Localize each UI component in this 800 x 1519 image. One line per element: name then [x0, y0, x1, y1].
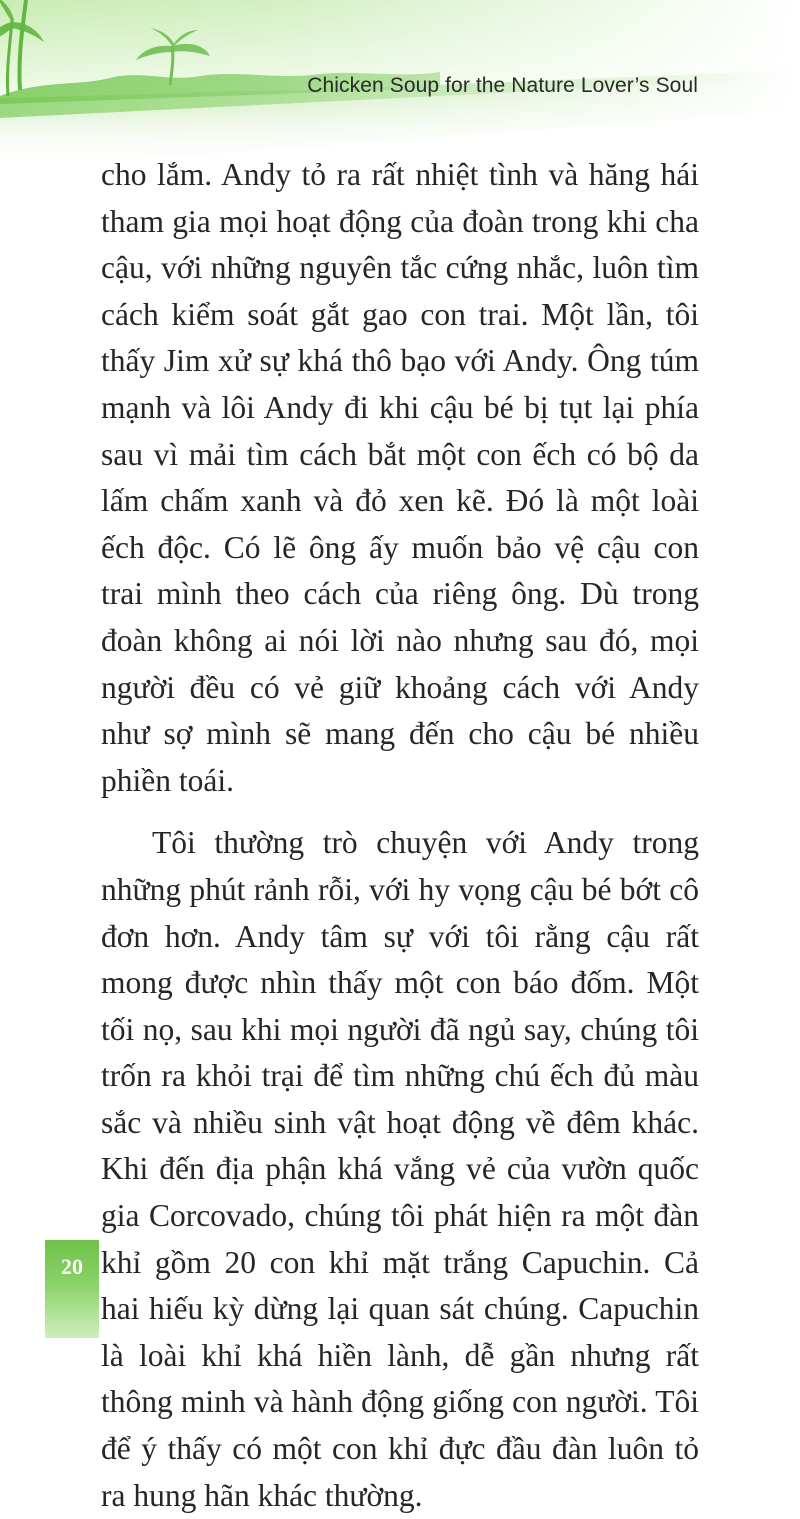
running-head-title: Chicken Soup for the Nature Lover’s Soul: [307, 74, 698, 97]
paragraph: cho lắm. Andy tỏ ra rất nhiệt tình và hăng hái tham gia mọi hoạt động của đoàn trong khi cha cậu, với những nguyên tắc cứng nhắc, luôn tìm cách kiểm soát gắt gao con trai. Một lần, tôi thấy Jim xử sự khá thô bạo với Andy. Ông túm mạnh và lôi Andy đi khi cậu bé bị tụt lại phía sau vì mải tìm cách bắt một con ếch có bộ da lấm chấm xanh và đỏ xen kẽ. Đó là một loài ếch độc. Có lẽ ông ấy muốn bảo vệ cậu con trai mình theo cách của riêng ông. Dù trong đoàn không ai nói lời nào nhưng sau đó, mọi người đều có vẻ giữ khoảng cách với Andy như sợ mình sẽ mang đến cho cậu bé nhiều phiền toái.: [101, 157, 699, 798]
body-text: [101, 152, 699, 1519]
paragraph: Tôi thường trò chuyện với Andy trong những phút rảnh rỗi, với hy vọng cậu bé bớt cô đơn hơn. Andy tâm sự với tôi rằng cậu rất mong được nhìn thấy một con báo đốm. Một tối nọ, sau khi mọi người đã ngủ say, chúng tôi trốn ra khỏi trại để tìm những chú ếch đủ màu sắc và nhiều sinh vật hoạt động về đêm khác. Khi đến địa phận khá vắng vẻ của vườn quốc gia Corcovado, chúng tôi phát hiện ra một đàn khỉ gồm 20 con khỉ mặt trắng Capuchin. Cả hai hiếu kỳ dừng lại quan sát chúng. Capuchin là loài khỉ khá hiền lành, dễ gần nhưng rất thông minh và hành động giống con người. Tôi để ý thấy có một con khỉ đực đầu đàn luôn tỏ ra hung hãn khác thường.: [101, 825, 699, 1513]
page-number: 20: [61, 1254, 83, 1279]
page-number-tab: [45, 1240, 99, 1338]
